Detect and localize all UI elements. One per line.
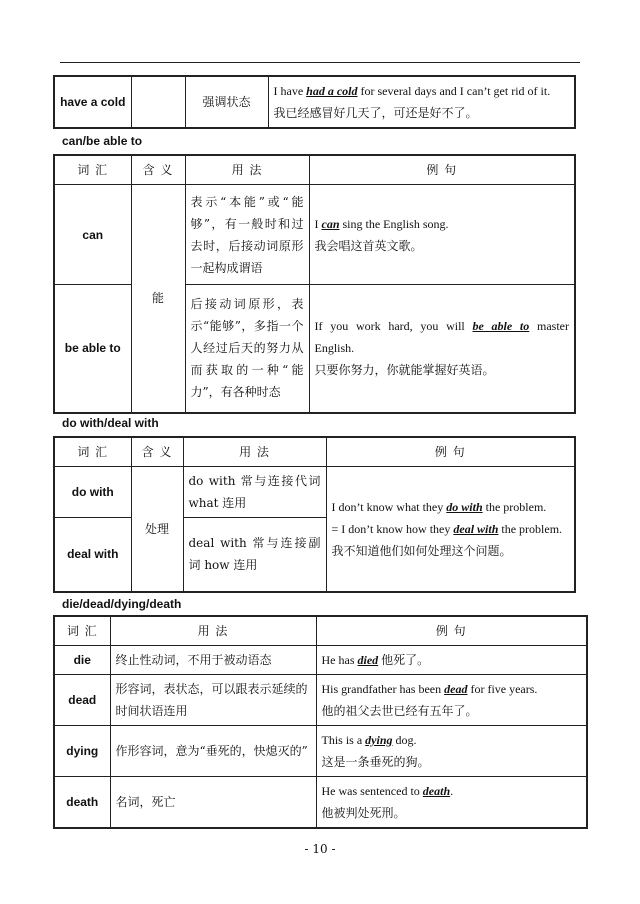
word-cell: die	[54, 646, 110, 675]
section-title-can-be-able-to: can/be able to	[62, 134, 143, 148]
section-title-die-dead-dying-death: die/dead/dying/death	[62, 597, 182, 611]
example-chinese: 只要你努力，你就能掌握好英语。	[314, 363, 495, 378]
example-chinese: 我已经感冒好几天了，可还是好不了。	[273, 106, 478, 120]
header-rule	[60, 62, 580, 63]
can-be-able-to-table	[53, 154, 576, 414]
example-text-pre: = I don’t know how they	[331, 521, 454, 536]
header-meaning: 含 义	[131, 437, 183, 467]
example-text-post: the problem.	[482, 499, 547, 514]
example-cell	[309, 185, 575, 285]
usage-cell: 表示“本能”或“能够”，有一般时和过去时，后接动词原形一起构成谓语	[185, 185, 309, 285]
meaning-cell	[131, 76, 185, 128]
example-text-post: sing the English song.	[339, 216, 449, 231]
example-keyword: death	[422, 784, 451, 798]
example-cell	[316, 646, 587, 675]
example-text-post: for several days and I can’t get rid of it.	[357, 84, 551, 98]
usage-cell: 强调状态	[185, 76, 268, 128]
usage-cell: 后接动词原形，表示“能够”，多指一个人经过后天的努力从而获取的一种“能力”，有各种时态	[185, 285, 309, 413]
example-chinese: 他被判处死刑。	[321, 806, 406, 820]
page-number: - 10 -	[304, 842, 336, 856]
example-text-post: 他死了。	[378, 653, 430, 667]
header-word: 词 汇	[54, 616, 110, 646]
example-text-post: for five years.	[467, 682, 538, 696]
example-line-2	[332, 518, 570, 540]
header-usage: 用 法	[185, 155, 309, 185]
example-keyword: dying	[365, 733, 393, 747]
usage-cell: deal with 常与连接副词 how 连用	[183, 518, 326, 592]
header-usage: 用 法	[110, 616, 316, 646]
example-keyword: do with	[446, 499, 483, 514]
have-a-cold-table	[53, 75, 576, 129]
example-text-pre: If you work hard, you will	[314, 319, 473, 334]
example-keyword: died	[357, 653, 379, 667]
do-with-deal-with-table	[53, 436, 576, 593]
word-cell: dying	[54, 726, 110, 777]
example-text-pre: This is a	[321, 733, 366, 747]
meaning-cell: 处理	[131, 467, 183, 592]
example-cell	[268, 76, 575, 128]
example-chinese: 这是一条垂死的狗。	[321, 755, 430, 769]
word-cell: death	[54, 777, 110, 829]
example-keyword: can	[321, 216, 340, 231]
example-chinese: 我会唱这首英文歌。	[314, 238, 423, 253]
example-keyword: deal with	[453, 521, 499, 536]
usage-cell: 作形容词，意为“垂死的，快熄灭的”	[110, 726, 316, 777]
header-meaning: 含 义	[131, 155, 185, 185]
example-keyword: dead	[444, 682, 468, 696]
word-cell: be able to	[54, 285, 131, 413]
header-example: 例 句	[316, 616, 587, 646]
example-keyword: had a cold	[306, 84, 358, 98]
example-chinese: 他的祖父去世已经有五年了。	[321, 704, 478, 718]
example-text-post: .	[450, 784, 454, 798]
header-word: 词 汇	[54, 155, 131, 185]
header-word: 词 汇	[54, 437, 131, 467]
usage-cell: do with 常与连接代词 what 连用	[183, 467, 326, 518]
example-cell	[316, 726, 587, 777]
example-text-pre: He was sentenced to	[321, 784, 423, 798]
word-cell: can	[54, 185, 131, 285]
example-cell	[316, 777, 587, 829]
example-cell	[316, 675, 587, 726]
header-usage: 用 法	[183, 437, 326, 467]
word-cell: have a cold	[54, 76, 131, 128]
meaning-cell: 能	[131, 185, 185, 413]
example-text-pre: He has	[321, 653, 358, 667]
example-cell	[309, 285, 575, 413]
word-cell: dead	[54, 675, 110, 726]
section-title-do-with-deal-with: do with/deal with	[62, 416, 159, 430]
example-text-pre: I have	[273, 84, 307, 98]
example-cell	[326, 467, 575, 592]
usage-cell: 名词，死亡	[110, 777, 316, 829]
example-text-pre: I don’t know what they	[331, 499, 447, 514]
header-example: 例 句	[326, 437, 575, 467]
header-example: 例 句	[309, 155, 575, 185]
example-text-post: master English.	[314, 319, 569, 356]
word-cell: do with	[54, 467, 131, 518]
example-text-pre: I	[314, 216, 322, 231]
usage-cell: 终止性动词，不用于被动语态	[110, 646, 316, 675]
example-text-pre: His grandfather has been	[321, 682, 445, 696]
example-chinese: 我不知道他们如何处理这个问题。	[331, 543, 512, 558]
word-cell: deal with	[54, 518, 131, 592]
example-text-post: dog.	[392, 733, 417, 747]
example-keyword: be able to	[472, 319, 530, 334]
usage-cell: 形容词，表状态，可以跟表示延续的时间状语连用	[110, 675, 316, 726]
example-text-post: the problem.	[498, 521, 563, 536]
die-dead-dying-death-table	[53, 615, 588, 829]
